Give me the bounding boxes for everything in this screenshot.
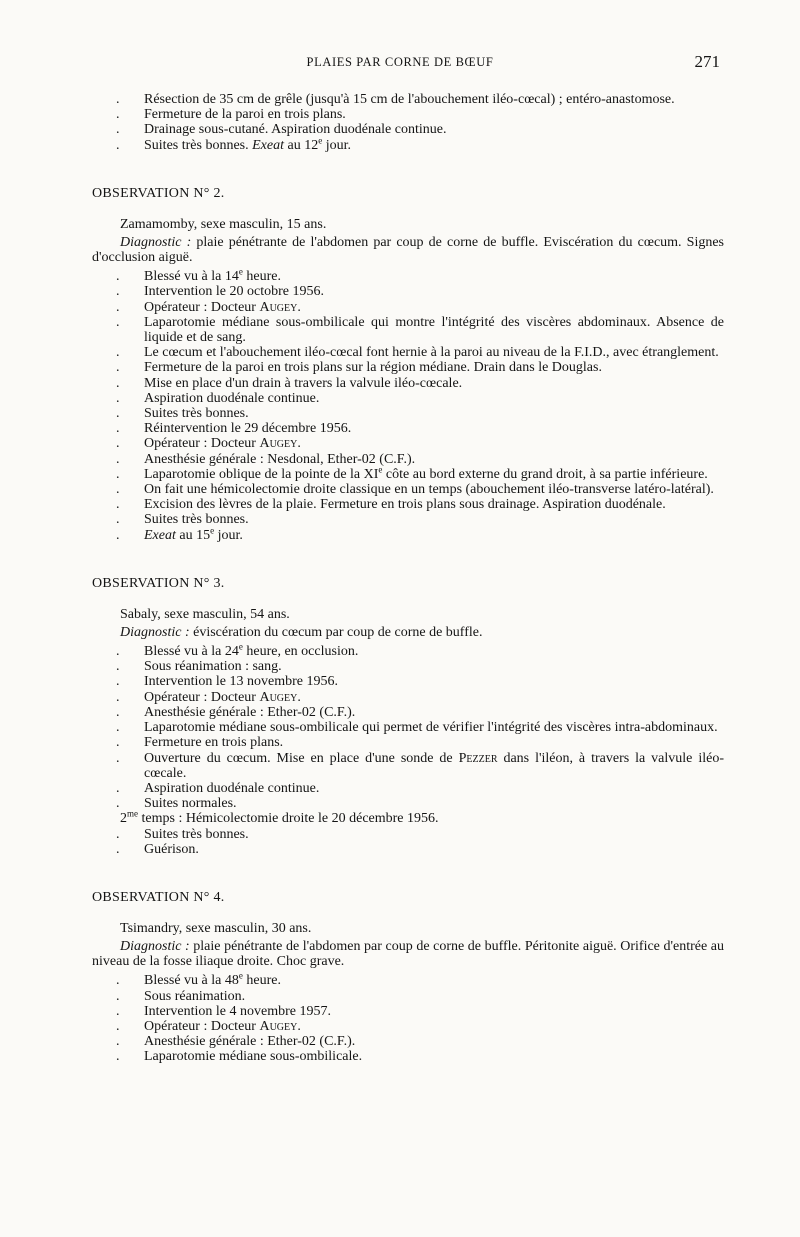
- page-number: 271: [694, 52, 720, 71]
- patient-line: Tsimandry, sexe masculin, 30 ans.: [120, 920, 312, 936]
- list-item: . Résection de 35 cm de grêle (jusqu'à 15 cm de l'abouchement iléo-cœcal) ; entéro-anastomose.: [92, 92, 724, 107]
- exeat-label: Exeat: [144, 527, 176, 543]
- list-item: [92, 300, 724, 315]
- list-item: . Guérison.: [92, 842, 724, 857]
- list-item: . Fermeture de la paroi en trois plans sur la région médiane. Drain dans le Douglas.: [92, 360, 724, 375]
- item-text: Blessé vu à la 14: [144, 269, 239, 285]
- list-item: [92, 641, 724, 660]
- diagnostic-label: Diagnostic :: [120, 624, 190, 640]
- item-text: jour.: [217, 527, 243, 543]
- list-item: . Mise en place d'un drain à travers la valvule iléo-cœcale.: [92, 376, 724, 391]
- surgeon-name: Augey.: [259, 436, 301, 452]
- diagnostic-label: Diagnostic :: [120, 938, 190, 954]
- superscript: e: [238, 266, 243, 277]
- patient-line: Zamamomby, sexe masculin, 15 ans.: [120, 216, 327, 232]
- list-item: . Anesthésie générale : Ether-02 (C.F.).: [92, 705, 724, 720]
- list-item: . Intervention le 13 novembre 1956.: [92, 674, 724, 689]
- list-item: [92, 266, 724, 285]
- list-item: . Aspiration duodénale continue.: [92, 781, 724, 796]
- item-text: au 15: [179, 527, 211, 543]
- list-item: [92, 751, 724, 781]
- superscript: e: [378, 464, 383, 475]
- observation-3: [92, 576, 724, 857]
- list-item: . Sous réanimation : sang.: [92, 659, 724, 674]
- list-item: . Intervention le 4 novembre 1957.: [92, 1004, 724, 1019]
- list-item: [92, 525, 724, 543]
- list-item: . Excision des lèvres de la plaie. Fermeture en trois plans sous drainage. Aspiration duodénale.: [92, 497, 724, 512]
- item-text: heure.: [246, 269, 281, 285]
- surgeon-name: Augey.: [259, 299, 301, 315]
- list-item: . Aspiration duodénale continue.: [92, 391, 724, 406]
- surgeon-name: Augey.: [259, 689, 301, 705]
- list-item: . Anesthésie générale : Ether-02 (C.F.).: [92, 1034, 724, 1049]
- patient-line: Sabaly, sexe masculin, 54 ans.: [120, 606, 290, 622]
- list-item: . Intervention le 20 octobre 1956.: [92, 284, 724, 299]
- list-item: . Fermeture de la paroi en trois plans.: [92, 107, 724, 122]
- observation-heading: OBSERVATION N° 4.: [92, 889, 225, 905]
- item-text: jour.: [325, 137, 351, 153]
- list-item: . Laparotomie médiane sous-ombilicale.: [92, 1049, 724, 1064]
- list-item: . Suites très bonnes.: [92, 512, 724, 527]
- running-title: PLAIES PAR CORNE DE BŒUF: [306, 55, 494, 69]
- item-text: 2: [120, 811, 127, 827]
- list-item: . Laparotomie médiane sous-ombilicale qui montre l'intégrité des viscères abdominaux. Absence de liquide et de sang.: [92, 315, 724, 345]
- diagnostic: [92, 625, 724, 640]
- list-item: [92, 436, 724, 451]
- list-item: [92, 464, 724, 482]
- main-text: [92, 92, 724, 1065]
- obs1-continuation: [92, 92, 724, 153]
- list-item: . Sous réanimation.: [92, 989, 724, 1004]
- diagnostic-text: plaie pénétrante de l'abdomen par coup de corne de buffle. Péritonite aiguë. Orifice d'entrée au niveau de la fosse iliaque droite. Choc grave.: [92, 938, 724, 970]
- superscript: me: [127, 808, 138, 819]
- list-item: [92, 970, 724, 989]
- superscript: e: [210, 525, 215, 536]
- list-item: . Suites normales.: [92, 796, 724, 811]
- instrument-name: Pezzer: [458, 750, 498, 766]
- item-text: Blessé vu à la 48: [144, 973, 239, 989]
- diagnostic: [92, 939, 724, 969]
- diagnostic-text: plaie pénétrante de l'abdomen par coup de corne de buffle. Eviscération du cœcum. Signes d'occlusion aiguë.: [92, 234, 725, 266]
- page-header: [0, 52, 800, 74]
- list-item: . Drainage sous-cutané. Aspiration duodénale continue.: [92, 122, 724, 137]
- diagnostic-label: Diagnostic :: [120, 234, 192, 250]
- item-text: Ouverture du cœcum. Mise en place d'une sonde de: [144, 750, 453, 766]
- list-item: [92, 690, 724, 705]
- diagnostic-text: éviscération du cœcum par coup de corne de buffle.: [193, 624, 483, 640]
- item-text: Opérateur : Docteur: [144, 689, 256, 705]
- superscript: e: [238, 641, 243, 652]
- item-text: Blessé vu à la 24: [144, 644, 239, 660]
- observation-2: [92, 186, 724, 543]
- diagnostic: [92, 235, 724, 265]
- superscript: e: [318, 134, 323, 145]
- surgeon-name: Augey.: [259, 1018, 301, 1034]
- item-text: Opérateur : Docteur: [144, 299, 256, 315]
- item-text: dans l'iléon, à travers la valvule iléo-cœcale.: [144, 750, 724, 781]
- item-text: Suites très bonnes.: [144, 137, 249, 153]
- list-item: [92, 1019, 724, 1034]
- list-item: . Laparotomie médiane sous-ombilicale qui permet de vérifier l'intégrité des viscères intra-abdominaux.: [92, 720, 724, 735]
- list-item: . Réintervention le 29 décembre 1956.: [92, 421, 724, 436]
- list-item: . Fermeture en trois plans.: [92, 735, 724, 750]
- list-item: . Le cœcum et l'abouchement iléo-cœcal font hernie à la paroi au niveau de la F.I.D., avec étranglement.: [92, 345, 724, 360]
- item-text: heure, en occlusion.: [246, 644, 359, 660]
- item-text: au 12: [287, 137, 319, 153]
- observation-heading: OBSERVATION N° 2.: [92, 185, 225, 201]
- item-text: Laparotomie oblique de la pointe de la XI: [144, 466, 379, 482]
- item-text: temps : Hémicolectomie droite le 20 décembre 1956.: [141, 811, 439, 827]
- item-text: côte au bord externe du grand droit, à sa partie inférieure.: [385, 466, 708, 482]
- list-item: . Suites très bonnes.: [92, 827, 724, 842]
- list-item: . On fait une hémicolectomie droite classique en un temps (abouchement iléo-transverse latéro-latéral).: [92, 482, 724, 497]
- superscript: e: [238, 970, 243, 981]
- list-item: . Anesthésie générale : Nesdonal, Ether-02 (C.F.).: [92, 452, 724, 467]
- item-text: Opérateur : Docteur: [144, 1018, 256, 1034]
- observation-4: [92, 890, 724, 1065]
- observation-heading: OBSERVATION N° 3.: [92, 575, 225, 591]
- exeat-label: Exeat: [252, 137, 284, 153]
- item-text: heure.: [246, 973, 281, 989]
- list-item: [92, 134, 724, 153]
- list-item: . Suites très bonnes.: [92, 406, 724, 421]
- second-stage-line: [92, 808, 724, 827]
- item-text: Opérateur : Docteur: [144, 436, 256, 452]
